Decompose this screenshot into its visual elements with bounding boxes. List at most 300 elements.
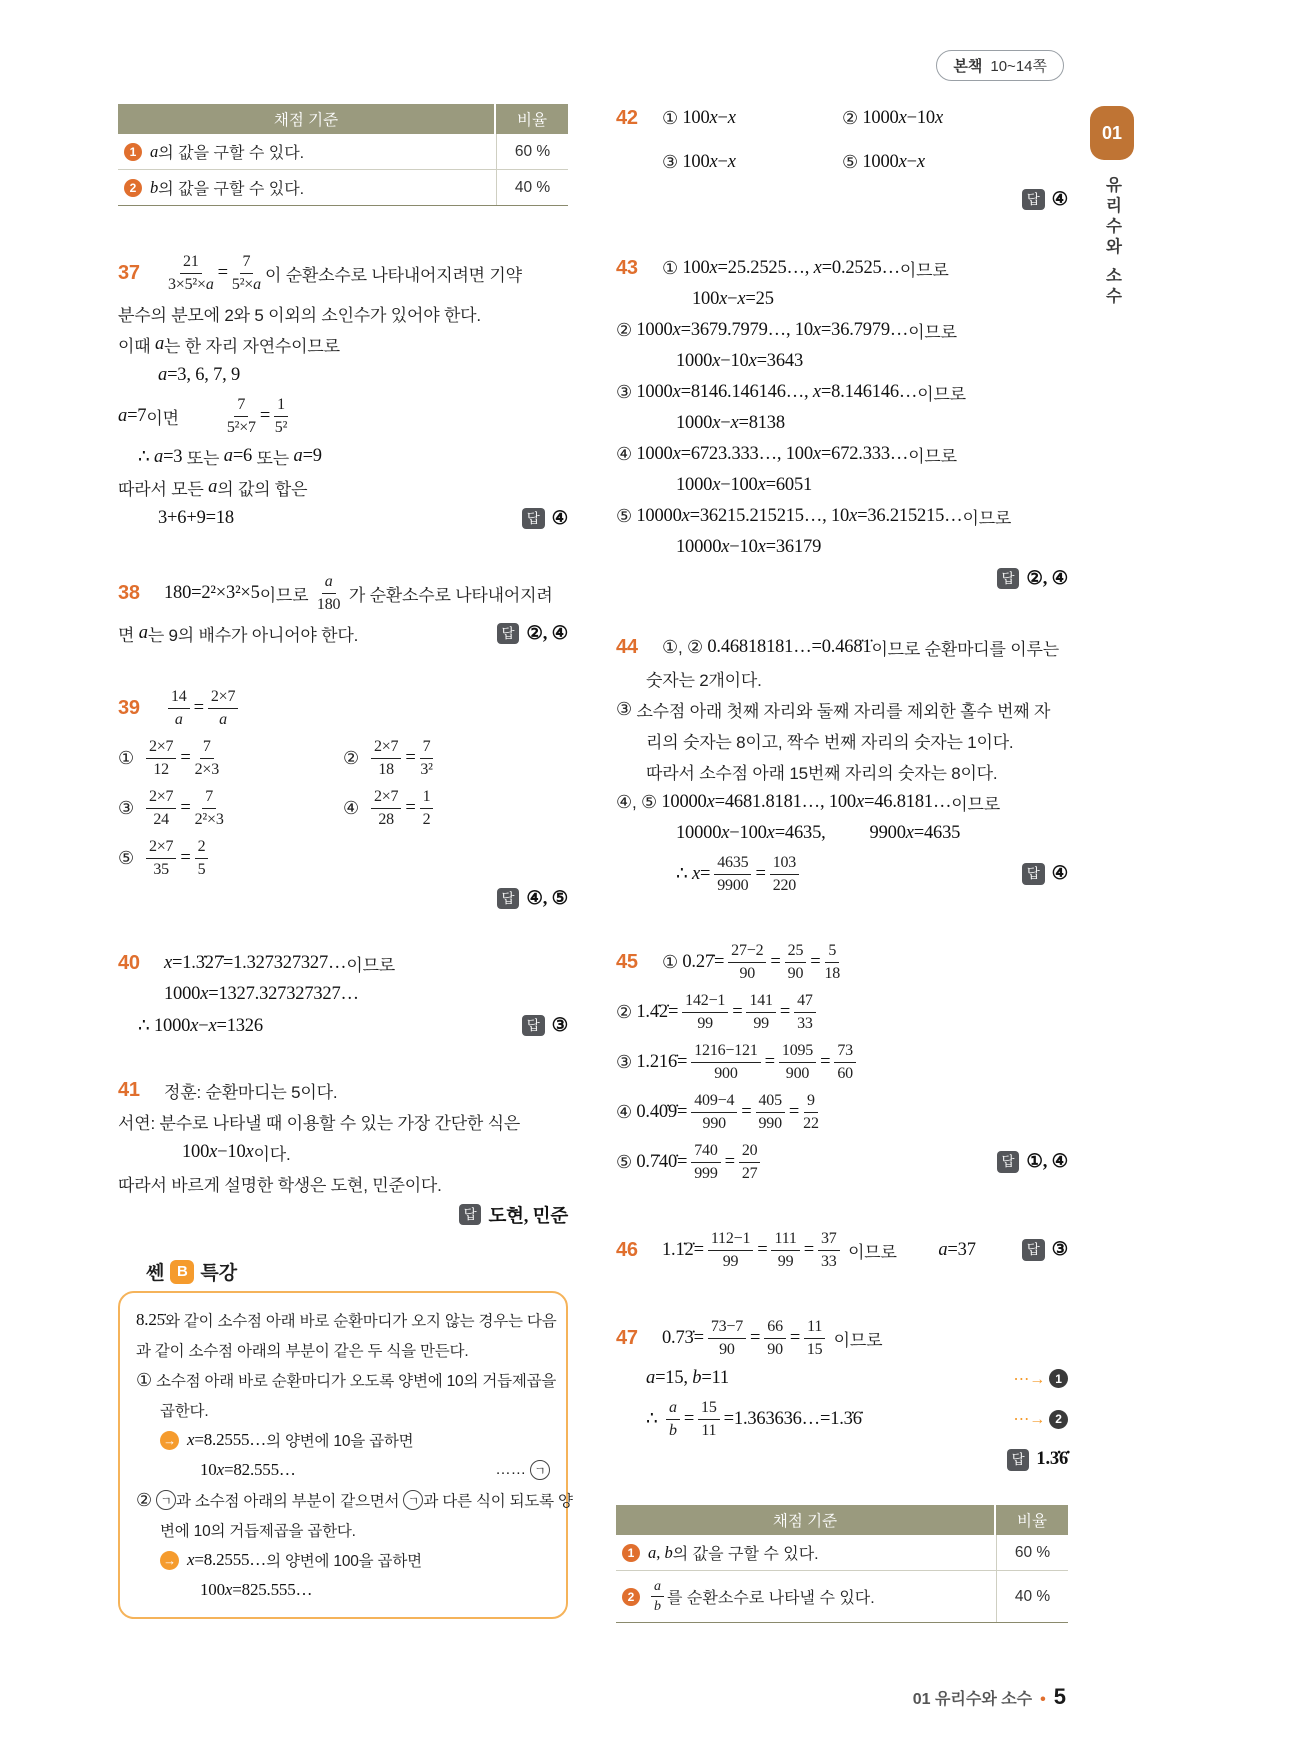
- answer-value: ④: [1051, 864, 1068, 885]
- text-line: [118, 733, 568, 783]
- fraction-numerator: 103: [770, 853, 799, 875]
- problem-block: [616, 937, 1068, 1187]
- math-text: 0.40̇9̇=: [631, 1101, 688, 1122]
- problem-block: [118, 683, 568, 914]
- answer: [1022, 863, 1068, 885]
- answer-value: 1.3̇6̇: [1036, 1449, 1068, 1470]
- fraction-denominator: 22: [803, 1114, 819, 1132]
- text-line: [118, 1010, 568, 1041]
- text-line: [616, 501, 1068, 532]
- option-marker: ③: [616, 1051, 632, 1072]
- option-cell: [343, 836, 568, 880]
- fraction-denominator: 5²×a: [231, 275, 261, 293]
- grading-table-row: [616, 1571, 1068, 1622]
- problem-number: 39: [118, 696, 140, 719]
- fraction-numerator: 141: [746, 991, 775, 1013]
- text-line: [136, 1395, 550, 1425]
- fraction-denominator: 900: [714, 1064, 738, 1082]
- option-marker: ①: [662, 107, 678, 128]
- fraction-denominator: a: [219, 710, 227, 728]
- criterion-text: [648, 1577, 875, 1616]
- answer-label: 답: [1007, 1449, 1030, 1471]
- problem-block: [118, 568, 568, 649]
- text: 면: [118, 626, 139, 646]
- fraction-denominator: b: [654, 1599, 661, 1615]
- text-line: [616, 1363, 1068, 1394]
- math-text: 1000x−x: [857, 151, 925, 172]
- text-line: [118, 503, 568, 534]
- grading-criteria-header: 채점 기준: [118, 104, 494, 134]
- text: 이므로: [908, 447, 957, 466]
- fraction-denominator: a: [174, 710, 183, 728]
- text-line: [616, 1087, 1068, 1137]
- text: 과 다른 식이 되도록 양: [423, 1493, 573, 1511]
- fraction-denominator: 28: [378, 810, 394, 828]
- text: 이므로: [843, 1242, 897, 1262]
- math-text: =: [741, 1101, 752, 1122]
- math-text: 180=2²×3²×5: [164, 582, 260, 603]
- fraction-denominator: 99: [753, 1014, 769, 1032]
- criterion-number: 2: [622, 1588, 640, 1606]
- fraction-numerator: 11: [804, 1317, 825, 1339]
- footer-bullet: •: [1040, 1691, 1046, 1708]
- fraction-numerator: 111: [771, 1229, 799, 1251]
- math-text: =: [217, 262, 228, 283]
- fraction-denominator: 3×5²×a: [168, 275, 214, 293]
- math-text: b: [150, 177, 159, 197]
- fraction: [779, 1041, 816, 1083]
- text-line: [616, 184, 1068, 215]
- fraction-denominator: 180: [316, 595, 341, 613]
- answer-value: ③: [551, 1015, 568, 1036]
- text-line: [616, 632, 1068, 663]
- option-marker: ⑤: [640, 792, 657, 812]
- fraction-denominator: 5²×7: [226, 418, 256, 436]
- math-text: 0.73̇=: [662, 1327, 704, 1348]
- fraction-denominator: 35: [153, 860, 169, 878]
- criterion-text: [648, 1541, 819, 1564]
- fraction-denominator: 18: [824, 964, 841, 982]
- fraction-denominator: 5: [197, 860, 206, 878]
- option-marker: ②: [616, 1001, 632, 1022]
- fraction-numerator: 5: [825, 941, 839, 963]
- problem-number: 46: [616, 1238, 638, 1261]
- text: 의 값의 합은: [217, 480, 308, 500]
- math-text: =1.363636…=1.3̇6̇: [723, 1408, 862, 1429]
- answer-label: 답: [1022, 189, 1045, 211]
- text-line: [616, 408, 1068, 439]
- step-arrow-icon: ⋯→: [1013, 1370, 1045, 1388]
- fraction: [420, 737, 434, 779]
- grading-table: [118, 104, 568, 206]
- text: 이므로: [829, 1330, 883, 1350]
- fraction-denominator: 24: [153, 810, 169, 828]
- text: 이므로: [259, 585, 313, 605]
- step-number: 2: [1049, 1410, 1068, 1429]
- text-line: [136, 1305, 557, 1335]
- math-text: a=9: [293, 446, 322, 467]
- fraction-numerator: 7: [200, 737, 214, 759]
- fraction: [739, 1141, 761, 1183]
- bookref-label: 본책: [953, 58, 983, 75]
- math-text: 1.1̇2̇=: [662, 1239, 704, 1260]
- step-marker: [1013, 1409, 1068, 1429]
- answer-label: 답: [1022, 863, 1045, 885]
- fraction-denominator: 2²×3: [194, 810, 224, 828]
- fraction-denominator: 90: [787, 964, 804, 982]
- fraction: [420, 787, 434, 829]
- criterion-text: [150, 176, 304, 199]
- option-marker: ②: [616, 320, 632, 340]
- fraction-numerator: 21: [180, 252, 202, 274]
- grading-table-row: [616, 1535, 1068, 1571]
- fraction-numerator: 9: [804, 1091, 818, 1113]
- text: 는 9의 배수가 아니어야 한다.: [147, 626, 359, 646]
- problem-number: 43: [616, 257, 638, 279]
- option-marker: ②: [842, 107, 858, 128]
- fraction: [794, 991, 816, 1033]
- footer-page-number: 5: [1053, 1684, 1066, 1709]
- math-text: a=6: [223, 446, 257, 467]
- grading-table-header: [616, 1505, 1068, 1535]
- fraction-numerator: 2×7: [208, 687, 238, 709]
- fraction-denominator: 60: [837, 1064, 853, 1082]
- grading-table-header: [118, 104, 568, 134]
- fraction-denominator: 90: [767, 1340, 783, 1358]
- text-line: [616, 1037, 1068, 1087]
- math-text: =: [180, 797, 191, 818]
- math-text: =: [683, 1408, 695, 1429]
- answer: [522, 1015, 568, 1037]
- answer-label: 답: [459, 1204, 482, 1226]
- answer-label: 답: [522, 1015, 545, 1037]
- fraction: [195, 837, 209, 879]
- criterion-number: 1: [124, 143, 142, 161]
- fraction: [698, 1398, 720, 1440]
- fraction: [168, 252, 214, 294]
- fraction: [371, 787, 401, 829]
- text-line: [118, 1106, 568, 1137]
- fraction: [691, 1041, 760, 1083]
- answer-value: ①, ④: [1026, 1152, 1068, 1173]
- fraction-numerator: 142−1: [682, 991, 728, 1013]
- text-line: [136, 1545, 550, 1575]
- fraction: [146, 837, 176, 879]
- fraction-denominator: 9900: [717, 876, 749, 894]
- math-text: =: [764, 1051, 775, 1072]
- text-line: [136, 1515, 550, 1545]
- option-marker: ①: [136, 1369, 152, 1390]
- text-line: [118, 329, 568, 360]
- answer: [459, 1202, 568, 1228]
- fraction: [208, 687, 238, 729]
- answer-label: 답: [997, 1151, 1020, 1173]
- math-text: =: [193, 697, 204, 718]
- answer: [497, 888, 568, 910]
- text-line: [616, 787, 1068, 818]
- math-text: =: [732, 1001, 743, 1022]
- problem-block: [616, 253, 1068, 594]
- math-text: 0.27̇=: [677, 951, 725, 972]
- option-marker: ④: [616, 1101, 632, 1122]
- text-line: [118, 568, 568, 618]
- answer-label: 답: [1022, 1239, 1045, 1261]
- option-marker: ④: [616, 792, 632, 812]
- problem-block: [118, 948, 568, 1041]
- text: 따라서 바르게 설명한 학생은 도현, 민준이다.: [118, 1176, 442, 1196]
- fraction-numerator: 7: [202, 787, 216, 809]
- text-line: [118, 1168, 568, 1199]
- fraction-numerator: 25: [785, 941, 807, 963]
- fraction: [804, 1317, 825, 1359]
- math-text: =: [755, 863, 766, 884]
- text: 정훈: 순환마디는 5이다.: [164, 1083, 338, 1103]
- text-line: [118, 1075, 568, 1106]
- text-line: [136, 1455, 550, 1485]
- arrow-icon: →: [160, 1431, 179, 1450]
- fraction: [756, 1091, 785, 1133]
- math-text: 10000x−10x=36179: [676, 537, 822, 557]
- text: 의 양변에 10을 곱하면: [266, 1433, 414, 1451]
- text-line: [118, 391, 568, 441]
- text: 는 한 자리 자연수이므로: [164, 337, 340, 357]
- tip-title: [118, 1258, 568, 1285]
- ratio-value: 40 %: [496, 170, 568, 205]
- fraction: [371, 737, 401, 779]
- fraction-denominator: 900: [785, 1064, 810, 1082]
- text-line: [616, 849, 1068, 899]
- math-text: a: [150, 141, 159, 161]
- text-line: [616, 937, 1068, 987]
- option-cell: [842, 140, 1068, 184]
- math-text: a: [138, 623, 148, 644]
- step-marker: [1013, 1369, 1068, 1389]
- math-text: a, b: [648, 1542, 673, 1562]
- problem-number: 38: [118, 581, 140, 604]
- option-marker: ③: [118, 797, 134, 818]
- text: 숫자는 2개이다.: [646, 671, 762, 690]
- option-cell: [343, 733, 568, 783]
- problem-block: [616, 1313, 1068, 1475]
- circled-letter: ㄱ: [530, 1460, 550, 1480]
- math-text: =: [770, 951, 781, 972]
- tip-section: [118, 1258, 573, 1619]
- text: 이 순환소수로 나타내어지려면 기약: [264, 265, 522, 285]
- text-line: [616, 315, 1068, 346]
- page-footer: [0, 1684, 1066, 1710]
- fraction-denominator: 33: [797, 1014, 813, 1032]
- chapter-number-badge: 01: [1090, 106, 1134, 160]
- text-line: [118, 1137, 568, 1168]
- math-text: a=37: [938, 1239, 976, 1260]
- fraction: [771, 1229, 799, 1271]
- answer-value: ④: [1051, 189, 1068, 210]
- math-text: =: [405, 797, 416, 818]
- fraction-denominator: 99: [697, 1014, 713, 1032]
- problem-block: [616, 96, 1068, 215]
- answer-value: ②, ④: [1026, 568, 1068, 589]
- fraction-numerator: 2×7: [146, 837, 176, 859]
- fraction: [195, 737, 219, 779]
- criterion-cell: [118, 134, 496, 169]
- math-text: 10x=82.555…: [200, 1460, 296, 1480]
- answer-value: ②, ④: [526, 623, 568, 644]
- fraction-numerator: 27−2: [728, 941, 766, 963]
- fraction-numerator: 7: [240, 252, 254, 274]
- math-text: =: [405, 747, 416, 768]
- math-text: 1000x−100x=6051: [676, 475, 813, 495]
- text: 과 소수점 아래의 부분이 같으면서: [176, 1493, 404, 1511]
- fraction-numerator: 1: [274, 395, 288, 417]
- fraction-numerator: 66: [764, 1317, 786, 1339]
- option-cell: [842, 96, 1068, 140]
- text-line: [616, 987, 1068, 1037]
- fraction-numerator: 15: [698, 1398, 720, 1420]
- fraction: [764, 1317, 786, 1359]
- math-text: 0.7̇40̇=: [631, 1151, 688, 1172]
- text: ,: [631, 792, 641, 812]
- text-line: [616, 284, 1068, 315]
- bookref-pill: [936, 50, 1064, 81]
- fraction: [834, 1041, 856, 1083]
- fraction-denominator: 99: [722, 1252, 739, 1270]
- fraction: [227, 395, 256, 437]
- option-marker: ③: [662, 151, 678, 172]
- fraction: [785, 941, 807, 983]
- criterion-cell: [616, 1571, 996, 1622]
- text: 따라서 모든: [118, 480, 209, 500]
- text: 이때: [118, 337, 155, 357]
- math-text: =: [724, 1151, 735, 1172]
- text-line: [118, 833, 568, 883]
- option-marker: ①: [662, 258, 678, 278]
- fraction-numerator: 2×7: [146, 787, 176, 809]
- fraction: [651, 1578, 664, 1615]
- ratio-value: 40 %: [996, 1571, 1068, 1622]
- answer-value: ④, ⑤: [526, 888, 568, 909]
- step-number: 1: [1049, 1369, 1068, 1388]
- chapter-title-vertical: 유리수와 소수: [1103, 176, 1121, 308]
- fraction-denominator: 27: [741, 1164, 758, 1182]
- fraction: [682, 991, 728, 1033]
- fraction-denominator: 5²: [274, 418, 288, 436]
- text-line: [616, 756, 1068, 787]
- fraction-numerator: 1216−121: [691, 1041, 760, 1063]
- option-marker: ①: [118, 747, 134, 768]
- math-text: 1000x=8146.146146…, x=8.146146…: [631, 382, 918, 402]
- option-marker: ⑤: [616, 506, 632, 526]
- math-text: =: [779, 1001, 791, 1022]
- fraction: [232, 252, 261, 294]
- option-cell: [343, 783, 568, 833]
- fraction-numerator: 1095: [779, 1041, 816, 1063]
- text: 과 같이 소수점 아래의 부분이 같은 두 식을 만든다.: [136, 1343, 469, 1361]
- option-cell: [118, 833, 343, 883]
- fraction-denominator: 90: [719, 1340, 735, 1358]
- text: 이므로: [962, 509, 1012, 528]
- option-marker: ①: [662, 951, 678, 972]
- text-line: [616, 694, 1068, 725]
- grading-table: [616, 1505, 1068, 1623]
- fraction-numerator: 740: [691, 1141, 720, 1163]
- text: 또는: [256, 449, 294, 469]
- option-cell: [118, 733, 343, 783]
- text-line: [616, 563, 1068, 594]
- math-text: =: [810, 951, 821, 972]
- text: 분수의 분모에 2와 5 이외의 소인수가 있어야 한다.: [118, 306, 481, 326]
- fraction-denominator: 3²: [420, 760, 433, 778]
- option-marker: ②: [686, 637, 703, 657]
- criterion-cell: [616, 1535, 996, 1570]
- problem-number: 45: [616, 950, 638, 973]
- text-line: [616, 439, 1068, 470]
- fraction-numerator: 37: [818, 1229, 840, 1251]
- math-text: =: [180, 847, 191, 868]
- chapter-side-tab: [1088, 106, 1136, 308]
- math-text: =: [788, 1101, 800, 1122]
- answer: [497, 623, 568, 645]
- math-text: 10000x=4681.8181…, 100x=46.8181…: [656, 792, 952, 812]
- text: 의 값을 구할 수 있다.: [158, 145, 305, 162]
- math-text: =: [789, 1327, 801, 1348]
- math-text: a=3, 6, 7, 9: [158, 365, 241, 386]
- circled-letter: ㄱ: [403, 1490, 423, 1510]
- fraction-numerator: 4635: [714, 853, 751, 875]
- option-marker: ④: [616, 444, 632, 464]
- fraction-numerator: 112−1: [708, 1229, 753, 1251]
- fraction-numerator: 2: [195, 837, 209, 859]
- text: 변에 10의 거듭제곱을 곱한다.: [160, 1523, 356, 1541]
- left-column: [118, 104, 573, 1619]
- fraction: [728, 941, 766, 983]
- step-arrow-icon: ⋯→: [1013, 1411, 1045, 1429]
- option-marker: ⑤: [118, 847, 134, 868]
- fraction: [168, 687, 190, 729]
- answer: [522, 508, 568, 530]
- grading-table-row: [118, 170, 568, 205]
- problem-number: 44: [616, 636, 638, 658]
- text-line: [616, 1313, 1068, 1363]
- text-line: [616, 346, 1068, 377]
- fraction-numerator: 20: [739, 1141, 761, 1163]
- option-cell: [616, 96, 842, 140]
- text-line: [616, 470, 1068, 501]
- fraction-numerator: 2×7: [371, 737, 401, 759]
- math-text: ∴ 1000x−x=1326: [138, 1015, 263, 1036]
- answer-value: ④: [551, 508, 568, 529]
- fraction-numerator: 2×7: [371, 787, 401, 809]
- text-line: [616, 140, 1068, 184]
- fraction-numerator: 47: [794, 991, 816, 1013]
- text-line: [118, 441, 568, 472]
- fraction: [803, 1091, 819, 1133]
- math-text: a=7: [118, 405, 147, 426]
- math-text: 10000x=36215.215215…, 10x=36.215215…: [631, 506, 963, 526]
- math-text: ∴ a=3: [138, 446, 187, 467]
- criterion-text: [150, 140, 304, 163]
- fraction-denominator: 220: [772, 876, 797, 894]
- fraction-denominator: 11: [701, 1421, 717, 1439]
- fraction-numerator: 7: [420, 737, 434, 759]
- option-marker: ③: [616, 699, 632, 719]
- arrow-icon: →: [160, 1551, 179, 1570]
- fraction-denominator: 18: [378, 760, 394, 778]
- text: 이므로: [908, 323, 957, 342]
- fraction: [146, 787, 176, 829]
- math-text: 1000x−10x=3643: [676, 351, 804, 371]
- text: 와 같이 소수점 아래 바로 순환마디가 오지 않는 경우는 다음: [164, 1313, 557, 1331]
- option-marker: ②: [343, 747, 359, 768]
